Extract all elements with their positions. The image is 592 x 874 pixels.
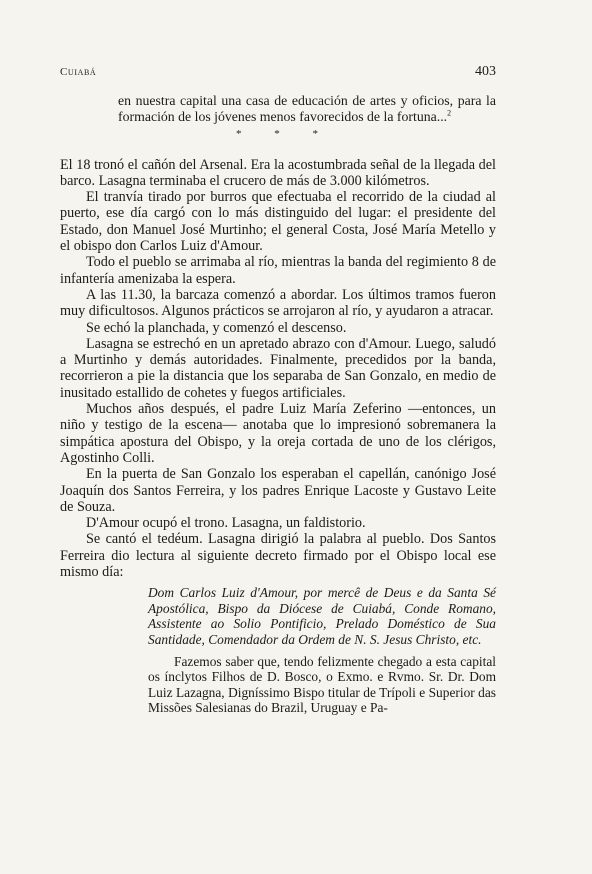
running-head bbox=[60, 66, 496, 82]
paragraph: En la puerta de San Gonzalo los esperaban el capellán, canónigo José Joaquín dos Santos Ferreira, y los padres Enrique Lacoste y Gustavo Leite de Souza. bbox=[60, 466, 496, 515]
paragraph: Lasagna se estrechó en un apretado abrazo con d'Amour. Luego, saludó a Murtinho y demás autoridades. Finalmente, precedidos por la banda, recorrieron a pie la distancia que los separaba de San Gonzalo, en medio de inusitado estallido de cohetes y fuegos artificiales. bbox=[60, 335, 496, 401]
running-title: Cuiabá bbox=[60, 66, 97, 78]
quoted-passage-text: en nuestra capital una casa de educación de artes y oficios, para la formación de los jóvenes menos favorecidos de la fortuna... bbox=[118, 93, 496, 125]
page-number: 403 bbox=[475, 64, 496, 79]
paragraph: Se echó la planchada, y comenzó el descenso. bbox=[86, 319, 347, 336]
paragraph: A las 11.30, la barcaza comenzó a abordar. Los últimos tramos fueron muy dificultosos. Algunos prácticos se arrojaron al río, y ayudaron a atracar. bbox=[60, 286, 496, 320]
paragraph: El 18 tronó el cañón del Arsenal. Era la acostumbrada señal de la llegada del barco. Lasagna terminaba el crucero de más de 3.000 kilómetros. bbox=[60, 156, 496, 189]
decree-body: Fazemos saber que, tendo felizmente chegado a esta capital os ínclytos Filhos de D. Bosco, o Exmo. e Rvmo. Sr. Dr. Dom Luiz Lazagna, Digníssimo Bispo titular de Trípoli e Superior das Missões Salesianas do Brazil, Uruguay e Pa- bbox=[148, 653, 496, 716]
footnote-ref: 2 bbox=[447, 108, 452, 118]
section-gap bbox=[60, 141, 496, 157]
decree-heading: Dom Carlos Luiz d'Amour, por mercê de Deus e da Santa Sé Apostólica, Bispo da Diócese de Cuiabá, Conde Romano, Assistente ao Solio Pontificio, Prelado Doméstico de Sua Santidade, Comendador da Ordem de N. S. Jesus Christo, etc. bbox=[148, 585, 496, 647]
quoted-passage bbox=[118, 93, 496, 126]
section-separator: * * * bbox=[236, 127, 318, 140]
paragraph: D'Amour ocupó el trono. Lasagna, un faldistorio. bbox=[86, 515, 366, 532]
paragraph: Muchos años después, el padre Luiz María Zeferino —entonces, un niño y testigo de la escena— anotaba que lo impresionó sobremanera la simpática apostura del Obispo, y la oreja cortada de uno de los clérigos, Agostinho Colli. bbox=[60, 401, 496, 466]
paragraph: Todo el pueblo se arrimaba al río, mientras la banda del regimiento 8 de infantería amenizaba la espera. bbox=[60, 254, 496, 287]
page-body bbox=[60, 93, 496, 716]
paragraph: Se cantó el tedéum. Lasagna dirigió la palabra al pueblo. Dos Santos Ferreira dio lectura al siguiente decreto firmado por el Obispo local ese mismo día: bbox=[60, 531, 496, 581]
paragraph: El tranvía tirado por burros que efectuaba el recorrido de la ciudad al puerto, ese día cargó con lo más distinguido del lugar: el presidente del Estado, don Manuel José Murtinho; el general Costa, José María Metello y el obispo don Carlos Luiz d'Amour. bbox=[60, 189, 496, 255]
